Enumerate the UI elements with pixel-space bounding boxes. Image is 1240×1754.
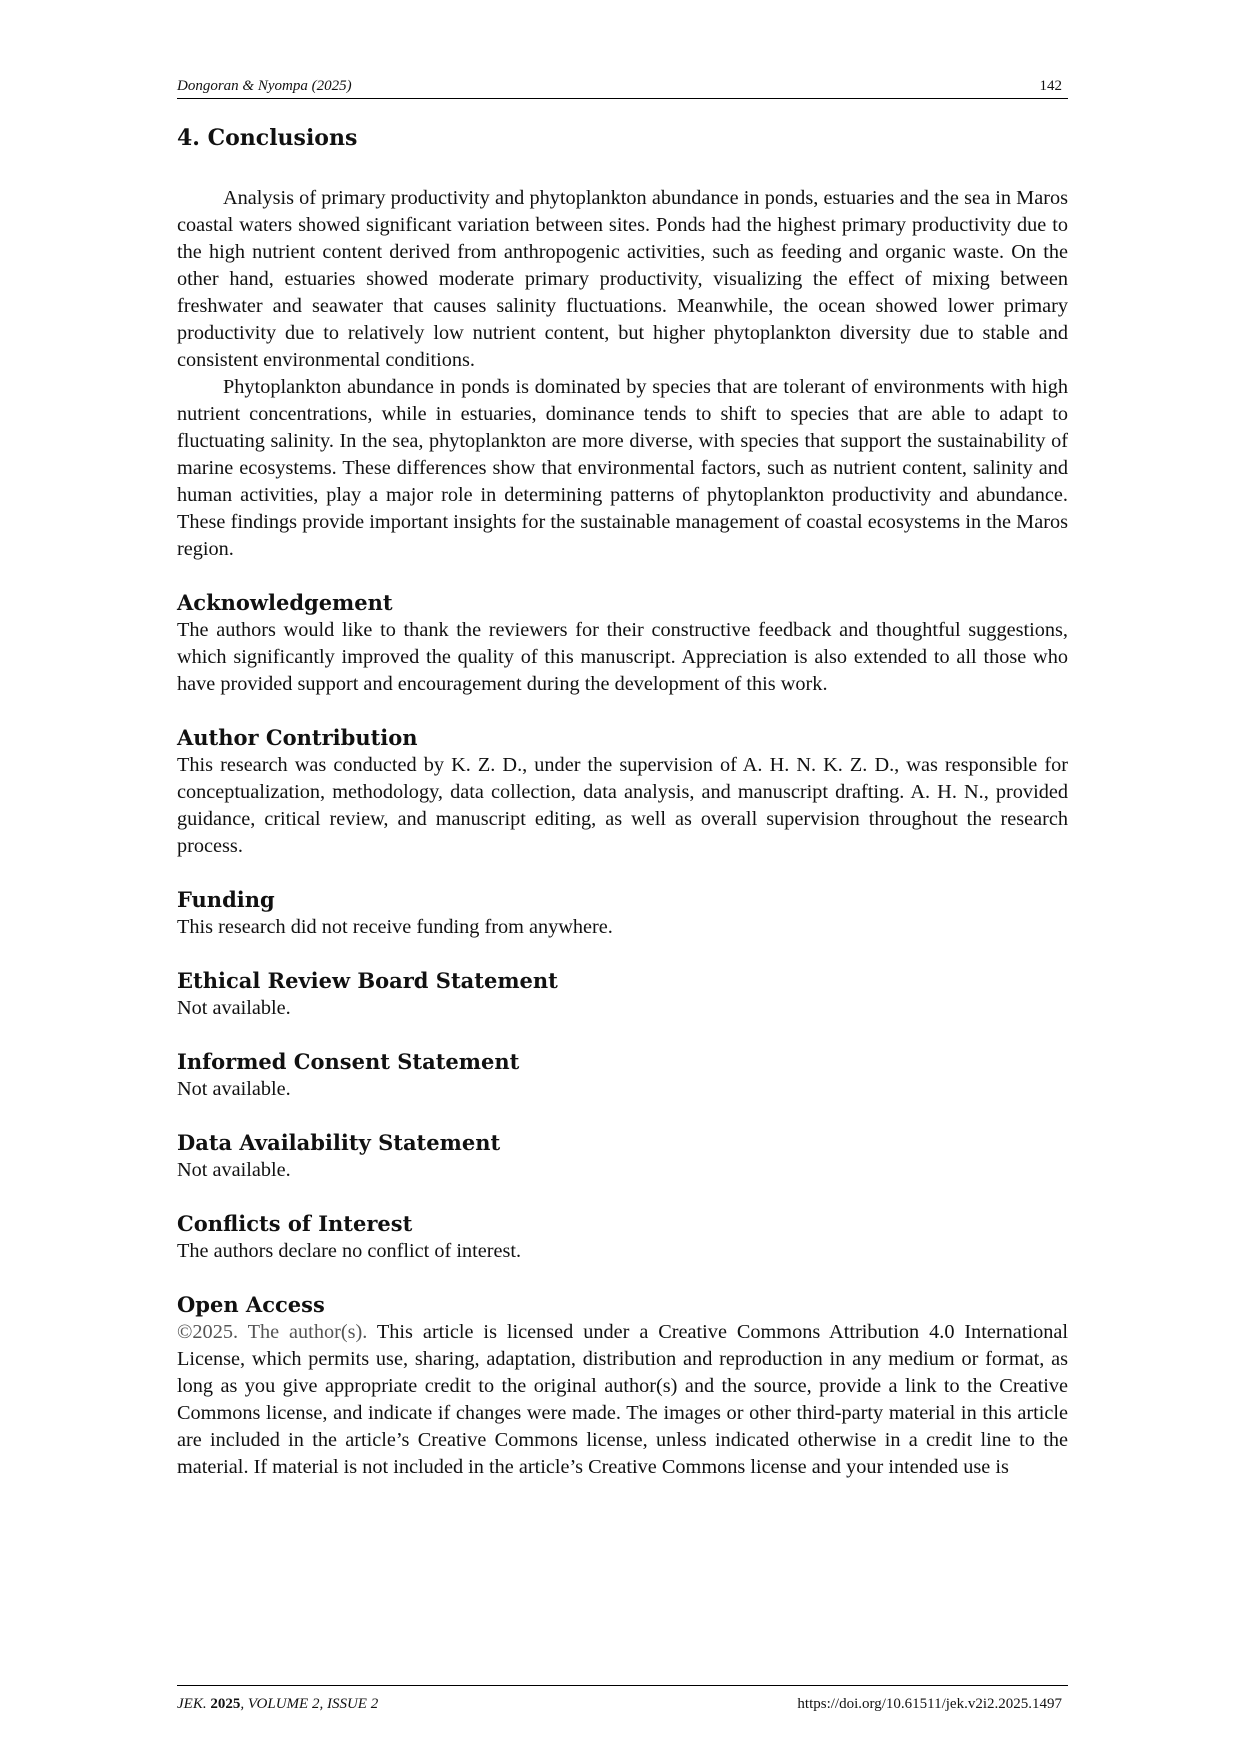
page-footer (177, 1696, 1068, 1718)
informed-consent-text: Not available. (177, 1078, 291, 1100)
journal-name: JEK. (177, 1696, 211, 1712)
page-number: 142 (1039, 78, 1062, 94)
funding-heading: Funding (177, 887, 275, 912)
copyright-notice: ©2025. The author(s). (177, 1321, 368, 1343)
author-contribution-text: This research was conducted by K. Z. D., under the supervision of A. H. N. K. Z. D., was responsible for conceptualization, methodology, data collection, data analysis, and manuscript drafting. A. H. N., provided guidance, critical review, and manuscript editing, as well as overall supervision throughout the research process. (177, 754, 1068, 857)
open-access-text (177, 1319, 1068, 1481)
header-rule (177, 98, 1068, 99)
acknowledgement-heading: Acknowledgement (177, 590, 393, 615)
conclusions-paragraph-2: Phytoplankton abundance in ponds is dominated by species that are tolerant of environments with high nutrient concentrations, while in estuaries, dominance tends to shift to species that are able to adapt to fluctuating salinity. In the sea, phytoplankton are more diverse, with species that support the sustainability of marine ecosystems. These differences show that environmental factors, such as nutrient content, salinity and human activities, play a major role in determining patterns of phytoplankton productivity and abundance. These findings provide important insights for the sustainable management of coastal ecosystems in the Maros region. (177, 376, 1068, 560)
author-contribution-heading: Author Contribution (177, 725, 418, 750)
ethical-review-heading: Ethical Review Board Statement (177, 968, 558, 993)
acknowledgement-text: The authors would like to thank the reviewers for their constructive feedback and thoughtful suggestions, which significantly improved the quality of this manuscript. Appreciation is also extended to all those who have provided support and encouragement during the development of this work. (177, 619, 1068, 695)
journal-volume-issue: , VOLUME 2, ISSUE 2 (240, 1696, 379, 1712)
footer-rule (177, 1685, 1068, 1686)
journal-year: 2025 (210, 1696, 241, 1712)
informed-consent-heading: Informed Consent Statement (177, 1049, 520, 1074)
funding-text: This research did not receive funding from anywhere. (177, 916, 613, 938)
conflicts-heading: Conflicts of Interest (177, 1211, 413, 1236)
data-availability-heading: Data Availability Statement (177, 1130, 501, 1155)
conclusions-paragraph-1: Analysis of primary productivity and phytoplankton abundance in ponds, estuaries and the sea in Maros coastal waters showed significant variation between sites. Ponds had the highest primary productivity due to the high nutrient content derived from anthropogenic activities, such as feeding and organic waste. On the other hand, estuaries showed moderate primary productivity, visualizing the effect of mixing between freshwater and seawater that causes salinity fluctuations. Meanwhile, the ocean showed lower primary productivity due to relatively low nutrient content, but higher phytoplankton diversity due to stable and consistent environmental conditions. (177, 187, 1068, 371)
journal-citation (177, 1696, 378, 1712)
running-title: Dongoran & Nyompa (2025) (177, 78, 352, 94)
conclusions-heading: 4. Conclusions (177, 125, 358, 151)
data-availability-text: Not available. (177, 1159, 291, 1181)
doi-link[interactable]: https://doi.org/10.61511/jek.v2i2.2025.1497 (797, 1696, 1062, 1712)
open-access-heading: Open Access (177, 1292, 325, 1317)
license-text: This article is licensed under a Creative Commons Attribution 4.0 International License, which permits use, sharing, adaptation, distribution and reproduction in any medium or format, as long as you give appropriate credit to the original author(s) and the source, provide a link to the Creative Commons license, and indicate if changes were made. The images or other third-party material in this article are included in the article’s Creative Commons license, unless indicated otherwise in a credit line to the material. If material is not included in the article’s Creative Commons license and your intended use is (177, 1321, 1068, 1478)
ethical-review-text: Not available. (177, 997, 291, 1019)
page-content (177, 124, 1068, 1481)
conflicts-text: The authors declare no conflict of interest. (177, 1240, 522, 1262)
running-header (177, 78, 1068, 100)
